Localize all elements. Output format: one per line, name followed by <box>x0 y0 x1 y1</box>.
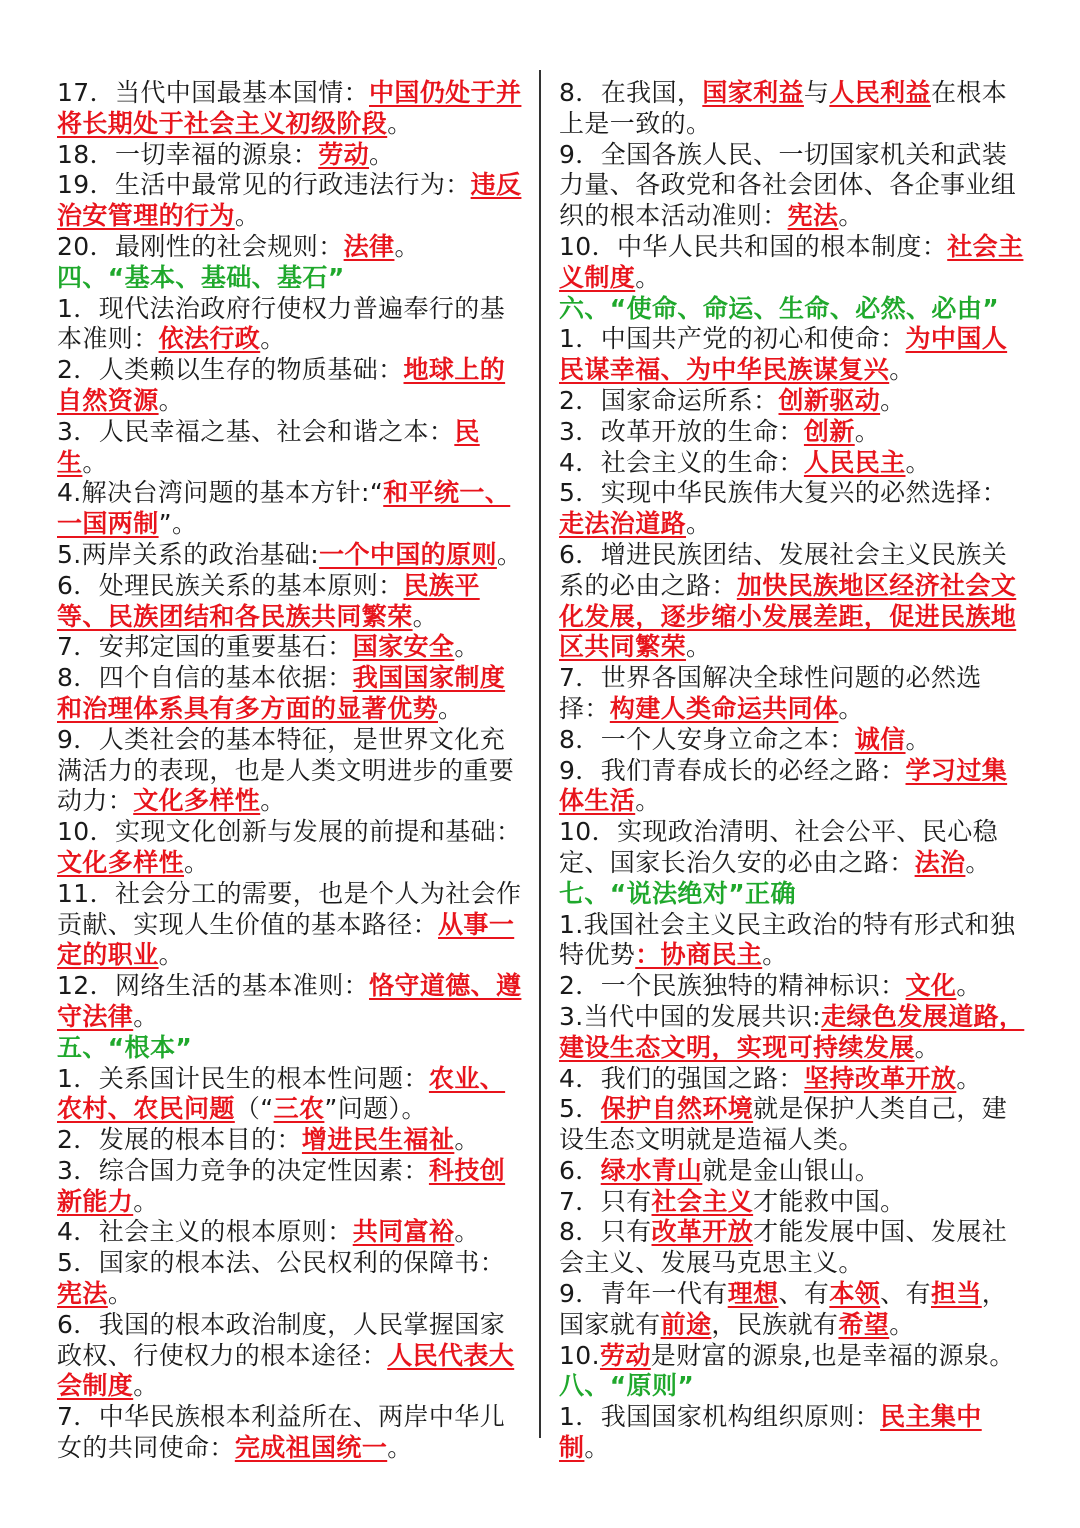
item-text: 。 <box>854 416 881 446</box>
highlighted-answer: 创新 <box>803 416 855 446</box>
item-text: 。 <box>369 139 395 169</box>
item-text: 8．四个自信的基本依据： <box>57 663 353 693</box>
list-item <box>559 386 1029 417</box>
highlighted-answer: 依法行政 <box>158 324 261 354</box>
item-text: 。 <box>234 201 261 231</box>
list-item <box>559 478 1029 540</box>
highlighted-answer: 民主集中制 <box>559 1402 982 1463</box>
list-item <box>57 417 525 479</box>
item-text: 3．综合国力竞争的决定性因素： <box>57 1155 429 1185</box>
list-item <box>559 1217 1029 1279</box>
list-item <box>559 1341 1029 1372</box>
item-text: 与 <box>803 78 830 107</box>
highlighted-answer: 科技创新能力 <box>57 1155 506 1216</box>
item-text: 就是金山银山。 <box>702 1155 881 1185</box>
item-text: 。 <box>905 724 931 754</box>
item-text: 1.我国社会主义民主政治的特有形式和独特优势 <box>559 909 1016 970</box>
highlighted-answer: 走法治道路 <box>559 509 687 539</box>
item-text: 4．我们的强国之路： <box>559 1063 804 1093</box>
highlighted-answer: 为中国人民谋幸福、为中华民族谋复兴 <box>559 324 1008 385</box>
item-text: 在根本上是一致的。 <box>559 78 1008 138</box>
item-text: 8．只有 <box>559 1217 652 1247</box>
list-item <box>57 355 525 417</box>
item-text: 。 <box>686 632 712 662</box>
item-text: 10．实现文化创新与发展的前提和基础： <box>57 817 522 847</box>
list-item <box>57 478 525 540</box>
item-text: 。 <box>956 971 982 1001</box>
highlighted-answer: 三农 <box>273 1094 325 1124</box>
section-heading <box>559 1371 1029 1402</box>
item-text: 7．世界各国解决全球性问题的必然选择： <box>559 663 982 723</box>
item-text: 10．实现政治清明、社会公平、民心稳定、国家长治久安的必由之路： <box>559 817 999 877</box>
item-text: 。 <box>956 1063 982 1093</box>
section-heading <box>559 879 1029 910</box>
list-item <box>57 1310 525 1402</box>
item-text: 6．我国的根本政治制度，人民掌握国家政权、行使权力的根本途径： <box>57 1309 506 1370</box>
highlighted-answer: 共同富裕 <box>352 1217 455 1247</box>
list-item <box>57 540 525 571</box>
list-item <box>559 1156 1029 1187</box>
item-text: 9．我们青春成长的必经之路： <box>559 755 906 785</box>
item-text: 19．生活中最常见的行政违法行为： <box>57 170 471 200</box>
highlighted-answer: 人民代表大会制度 <box>57 1340 515 1401</box>
item-text: 11．社会分工的需要，也是个人为社会作贡献、实现人生价值的基本路径： <box>57 878 522 939</box>
item-text: 2．国家命运所系： <box>559 385 779 415</box>
item-text: 5．实现中华民族伟大复兴的必然选择： <box>559 478 1008 508</box>
item-text: 。 <box>454 1217 480 1247</box>
list-item <box>559 140 1029 232</box>
list-item <box>57 1125 525 1156</box>
list-item <box>559 1187 1029 1218</box>
item-text: ，国家就有 <box>559 1279 1008 1339</box>
highlighted-answer: 民族平等、民族团结和各民族共同繁荣 <box>57 570 480 631</box>
list-item <box>559 1002 1029 1064</box>
list-item <box>559 232 1029 294</box>
item-text: 。 <box>438 693 464 723</box>
highlighted-answer: 国家利益 <box>702 78 804 107</box>
item-text: 20．最刚性的社会规则： <box>57 231 344 261</box>
item-text: 17．当代中国最基本国情： <box>57 78 370 107</box>
item-text: ”。 <box>158 509 198 539</box>
item-text: 7．安邦定国的重要基石： <box>57 632 353 662</box>
highlighted-answer: 增进民生福祉 <box>301 1125 455 1155</box>
item-text: 八、“原则” <box>559 1371 695 1401</box>
list-item <box>559 1279 1029 1341</box>
item-text: 1．关系国计民生的根本性问题： <box>57 1063 429 1093</box>
item-text: 9．人类社会的基本特征，是世界文化充满活力的表现，也是人类文明进步的重要动力： <box>57 724 515 816</box>
item-text: 。 <box>635 786 661 816</box>
list-item <box>57 632 525 663</box>
item-text: 1．我国国家机构组织原则： <box>559 1402 881 1432</box>
item-text: 2．发展的根本目的： <box>57 1125 302 1155</box>
list-item <box>559 817 1029 879</box>
list-item <box>559 324 1029 386</box>
list-item <box>559 448 1029 479</box>
item-text: 五、“根本” <box>57 1032 193 1062</box>
item-text: 4．社会主义的根本原则： <box>57 1217 353 1247</box>
highlighted-answer: 违反治安管理的行为 <box>57 170 522 231</box>
item-text: 10. <box>559 1340 600 1370</box>
highlighted-answer: 文化多样性 <box>57 847 185 877</box>
item-text: ”问题）。 <box>324 1094 427 1124</box>
item-text: （“ <box>234 1094 274 1124</box>
highlighted-answer: 绿水青山 <box>600 1155 703 1185</box>
list-item <box>57 1156 525 1218</box>
item-text: 、有 <box>778 1279 830 1309</box>
highlighted-answer: 社会主义制度 <box>559 231 1024 292</box>
section-heading <box>57 263 525 294</box>
item-text: 3．改革开放的生命： <box>559 416 804 446</box>
right-column <box>559 78 1029 1464</box>
item-text: 2．一个民族独特的精神标识： <box>559 971 906 1001</box>
list-item <box>57 1402 525 1464</box>
item-text: 18．一切幸福的源泉： <box>57 139 319 169</box>
section-heading <box>559 294 1029 325</box>
highlighted-answer: 劳动 <box>318 139 370 169</box>
list-item <box>559 417 1029 448</box>
highlighted-answer: 和平统一、一国两制 <box>57 478 511 539</box>
highlighted-answer: 恪守道德、遵守法律 <box>57 971 522 1031</box>
highlighted-answer: 人民民主 <box>803 447 906 477</box>
item-text: 。 <box>880 385 906 415</box>
item-text: 。 <box>838 693 864 723</box>
item-text: 。 <box>133 1371 159 1401</box>
list-item <box>559 1094 1029 1156</box>
item-text: 12．网络生活的基本准则： <box>57 971 370 1001</box>
list-item <box>57 1217 525 1248</box>
highlighted-answer: 宪法 <box>787 201 839 231</box>
list-item <box>559 1402 1029 1464</box>
list-item <box>57 879 525 971</box>
item-text: 。 <box>107 1279 134 1309</box>
item-text: 。 <box>454 632 480 662</box>
list-item <box>57 232 525 263</box>
item-text: 。 <box>260 786 286 816</box>
highlighted-answer: 构建人类命运共同体 <box>609 693 839 723</box>
list-item <box>559 1064 1029 1095</box>
item-text: 。 <box>82 447 108 477</box>
highlighted-answer: 从事一定的职业 <box>57 909 515 970</box>
list-item <box>559 663 1029 725</box>
item-text: 就是保护人类自己，建设生态文明就是造福人类。 <box>559 1094 1008 1155</box>
highlighted-answer: 人民利益 <box>829 78 931 107</box>
list-item <box>559 540 1029 663</box>
item-text: 10．中华人民共和国的根本制度： <box>559 231 948 261</box>
highlighted-answer: 理想 <box>727 1279 779 1309</box>
item-text: 四、“基本、基础、基石” <box>57 262 345 292</box>
item-text: 。 <box>260 324 286 354</box>
item-text: ，民族就有 <box>711 1309 839 1339</box>
item-text: 3．人民幸福之基、社会和谐之本： <box>57 416 455 446</box>
item-text: 。 <box>584 1433 610 1463</box>
item-text: 。 <box>133 1186 159 1216</box>
list-item <box>57 170 525 232</box>
item-text: 七、“说法绝对”正确 <box>559 878 796 908</box>
highlighted-answer: 诚信 <box>854 724 906 754</box>
highlighted-answer: 走绿色发展道路，建设生态文明，实现可持续发展 <box>559 1001 1025 1062</box>
highlighted-answer: 本领 <box>829 1279 881 1309</box>
section-heading <box>57 1033 525 1064</box>
list-item <box>559 78 1029 140</box>
highlighted-answer: 保护自然环境 <box>600 1094 754 1124</box>
column-divider <box>539 70 541 1438</box>
item-text: 5.两岸关系的政治基础: <box>57 539 320 569</box>
list-item <box>57 817 525 879</box>
list-item <box>57 1064 525 1126</box>
item-text: 。 <box>635 262 661 292</box>
highlighted-answer: 宪法 <box>57 1279 108 1309</box>
item-text: 7．中华民族根本利益所在、两岸中华儿女的共同使命： <box>57 1402 506 1463</box>
highlighted-answer: 我国国家制度和治理体系具有多方面的显著优势 <box>57 663 506 723</box>
highlighted-answer: 农业、农村、农民问题 <box>57 1063 506 1124</box>
item-text: 。 <box>158 385 185 415</box>
item-text: 9．全国各族人民、一切国家机关和武装力量、各政党和各社会团体、各企事业组织的根本活动准则： <box>559 139 1017 231</box>
list-item <box>57 725 525 817</box>
item-text: 5． <box>559 1094 601 1124</box>
highlighted-answer: 社会主义 <box>651 1186 754 1216</box>
item-text: 5．国家的根本法、公民权利的保障书： <box>57 1248 506 1278</box>
list-item <box>57 571 525 633</box>
item-text: 9．青年一代有 <box>559 1279 728 1309</box>
highlighted-answer: 改革开放 <box>651 1217 754 1247</box>
highlighted-answer: 创新驱动 <box>778 385 881 415</box>
highlighted-answer: 加快民族地区经济社会文化发展，逐步缩小发展差距，促进民族地区共同繁荣 <box>559 570 1017 662</box>
highlighted-answer: 文化多样性 <box>133 786 261 816</box>
item-text: 、有 <box>880 1279 931 1309</box>
list-item <box>559 725 1029 756</box>
highlighted-answer: 坚持改革开放 <box>803 1063 957 1093</box>
list-item <box>559 971 1029 1002</box>
highlighted-answer: 学习过集体生活 <box>559 755 1008 816</box>
highlighted-answer: 中国仍处于并将长期处于社会主义初级阶段 <box>57 78 522 138</box>
item-text: 4．社会主义的生命： <box>559 447 804 477</box>
item-text: 1．中国共产党的初心和使命： <box>559 324 906 354</box>
item-text: 。 <box>387 108 413 138</box>
list-item <box>57 971 525 1033</box>
item-text: 。 <box>686 509 712 539</box>
highlighted-answer: 地球上的自然资源 <box>57 355 506 415</box>
list-item <box>57 140 525 171</box>
list-item <box>57 78 525 140</box>
highlighted-answer: 民生 <box>57 416 480 477</box>
left-column <box>57 78 525 1464</box>
list-item <box>57 1248 525 1310</box>
item-text: 六、“使命、命运、生命、必然、必由” <box>559 293 1000 323</box>
highlighted-answer: 希望 <box>838 1309 890 1339</box>
highlighted-answer: 劳动 <box>599 1340 651 1370</box>
item-text: 。 <box>914 1032 941 1062</box>
item-text: 。 <box>889 355 915 385</box>
item-text: 。 <box>412 601 439 631</box>
item-text: 。 <box>133 1001 159 1031</box>
item-text: 6．处理民族关系的基本原则： <box>57 570 404 600</box>
item-text: 。 <box>454 1125 480 1155</box>
highlighted-answer: ：协商民主 <box>635 940 763 970</box>
item-text: 6． <box>559 1155 601 1185</box>
highlighted-answer: 一个中国的原则 <box>319 539 497 569</box>
item-text: 。 <box>158 940 185 970</box>
highlighted-answer: 法治 <box>914 847 966 877</box>
highlighted-answer: 国家安全 <box>352 632 455 662</box>
item-text: 。 <box>905 447 931 477</box>
item-text: 。 <box>838 201 864 231</box>
item-text: 8．一个人安身立命之本： <box>559 724 855 754</box>
highlighted-answer: 法律 <box>343 231 395 261</box>
item-text: 。 <box>965 847 991 877</box>
item-text: 6．增进民族团结、发展社会主义民族关系的必由之路： <box>559 539 1008 600</box>
list-item <box>57 294 525 356</box>
item-text: 。 <box>889 1309 915 1339</box>
item-text: 。 <box>387 1433 413 1463</box>
list-item <box>559 756 1029 818</box>
highlighted-answer: 文化 <box>905 971 957 1001</box>
item-text: 。 <box>762 940 788 970</box>
item-text: 。 <box>394 231 420 261</box>
item-text: 1．现代法治政府行使权力普遍奉行的基本准则： <box>57 293 506 354</box>
highlighted-answer: 前途 <box>660 1309 712 1339</box>
item-text: 2．人类赖以生存的物质基础： <box>57 355 404 385</box>
item-text: 。 <box>496 539 523 569</box>
item-text: 8．在我国， <box>559 78 703 107</box>
item-text: 7．只有 <box>559 1186 652 1216</box>
item-text: 是财富的源泉,也是幸福的源泉。 <box>650 1340 1015 1370</box>
item-text: 。 <box>184 847 210 877</box>
highlighted-answer: 担当 <box>930 1279 982 1309</box>
item-text: 才能发展中国、发展社会主义、发展马克思主义。 <box>559 1217 1008 1278</box>
item-text: 才能救中国。 <box>753 1186 906 1216</box>
list-item <box>559 910 1029 972</box>
highlighted-answer: 完成祖国统一 <box>234 1433 388 1463</box>
list-item <box>57 663 525 725</box>
item-text: 3.当代中国的发展共识: <box>559 1001 822 1031</box>
item-text: 4.解决台湾问题的基本方针:“ <box>57 478 384 508</box>
